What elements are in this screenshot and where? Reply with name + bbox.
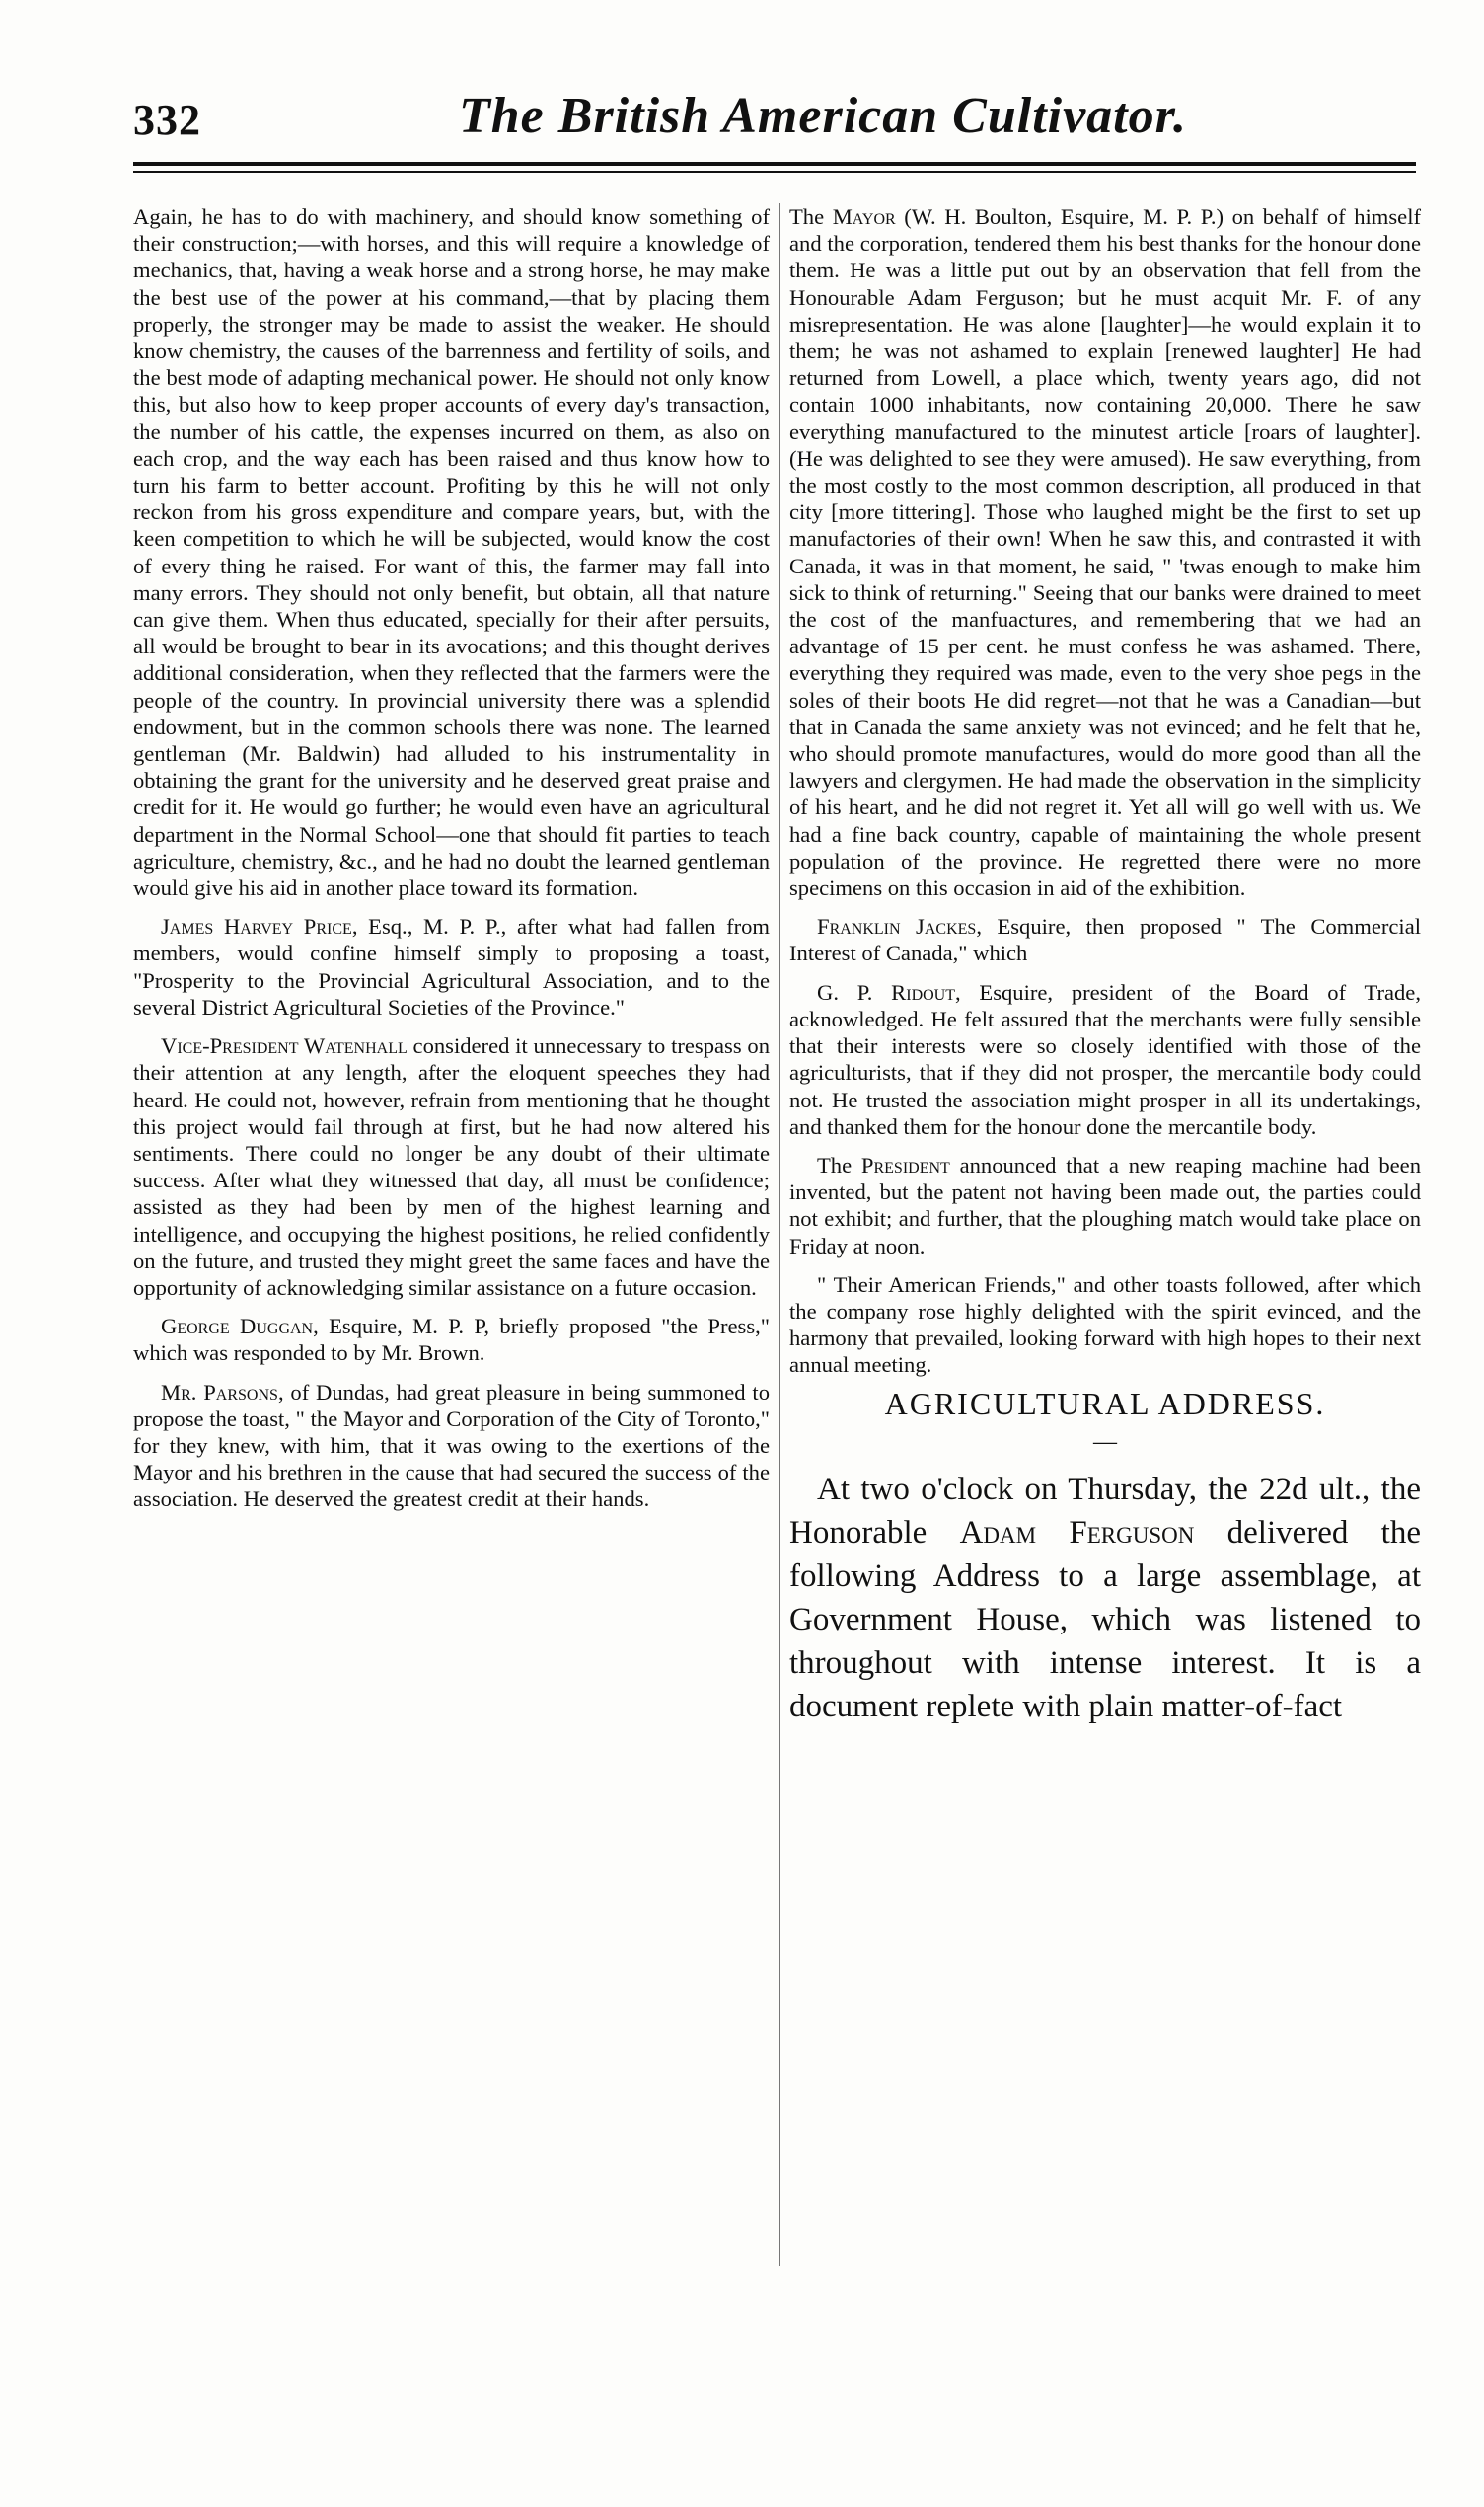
section-dash: — bbox=[1093, 1428, 1117, 1455]
speaker-name: Vice-President Watenhall bbox=[161, 1033, 408, 1059]
section-heading: AGRICULTURAL ADDRESS. bbox=[884, 1385, 1326, 1421]
paragraph-text: , Esq., M. P. P., after what had fallen from members, would confine himself simply to proposing a toast, "Prosperity to the Provincial Agricultural Association, and to the several District Agricultural Societies of the Province." bbox=[133, 914, 771, 1020]
paragraph-prefix: The bbox=[817, 1152, 861, 1178]
speaker-name: James Harvey Price bbox=[161, 914, 352, 940]
right-column bbox=[789, 203, 1421, 1740]
paragraph-text: (W. H. Boulton, Esquire, M. P. P.) on behalf of himself and the corporation, tendered them his best thanks for the honour done them. He was a little put out by an observation that fell from the Honourable Adam Ferguson; but he must acquit Mr. F. of any misrepresentation. He was alone [laughter]—he would explain it to them; he was not ashamed to explain [renewed laughter] He had returned from Lowell, a place which, twenty years ago, did not contain 1000 inhabitants, now containing 20,000. There he saw everything manufactured to the minutest article [roars of laughter]. (He was delighted to see they were amused). He saw everything, from the most costly to the most common description, all produced in that city [more tittering]. Those who laughed might be the first to set up manufactories of their own! When he saw this, and contrasted it with Canada, it was in that moment, he said, " 'twas enough to make him sick to think of returning." Seeing that our banks were drained to meet the cost of the manfuactures, and remembering that we had an advantage of 15 per cent. he must confess he was ashamed. There, everything they required was made, even to the very shoe pegs in the soles of their boots He did regret—not that he was a Canadian—but that in Canada the same anxiety was not evinced; and he felt that he, who should promote manufactures, would do more good than all the lawyers and clergymen. He had made the observation in the simplicity of his heart, and he did not regret it. Yet all will go well with us. We had a fine back country, capable of maintaining the whole present population of the province. He regretted there were no more specimens on this occasion in aid of the exhibition. bbox=[789, 204, 1421, 901]
paragraph-price bbox=[133, 913, 770, 1021]
speaker-name: Mayor bbox=[832, 204, 896, 229]
paragraph-prefix: At two o'clock on Thursday, the 22d ult., the Honorable bbox=[789, 1471, 1421, 1551]
paragraph-parsons bbox=[133, 1379, 770, 1513]
paragraph-machinery: Again, he has to do with machinery, and should know something of their construction;—with horses, and this will require a knowledge of mechanics, that, having a weak horse and a strong horse, he may make the best use of the power at his command,—that by placing them properly, the stronger may be made to assist the weaker. He should know chemistry, the causes of the barrenness and fertility of soils, and the best mode of adapting mechanical power. He should not only know this, but also how to keep proper accounts of every day's transaction, the number of his cattle, the expenses incurred on them, as also on each crop, and the way each has been raised and thus know how to turn his farm to better account. Profiting by this he will not only reckon from his gross expenditure and compare years, but, with the keen competition to which he will be subjected, would know the cost of every thing he raised. For want of this, the farmer may fall into many errors. They should not only benefit, but obtain, all that nature can give them. When thus educated, specially for their after persuits, all would be brought to bear in its avocations; and this thought derives additional consideration, when they reflected that the farmers were the people of the country. In provincial university there was a splendid endowment, but in the common schools there was none. The learned gentleman (Mr. Baldwin) had alluded to his instrumentality in obtaining the grant for the university and he deserved great praise and credit for it. He would go further; he would even have an agricultural department in the Normal School—one that should fit parties to teach agriculture, chemistry, &c., and he had no doubt the learned gentleman would give his aid in another place toward its formation. bbox=[133, 204, 770, 901]
speaker-name: G. P. Ridout bbox=[817, 979, 956, 1005]
left-column bbox=[133, 203, 770, 1525]
paragraph-text: delivered the following Address to a large assemblage, at Government House, which was listened to throughout with intense interest. It is a document replete with plain matter-of-fact bbox=[789, 1514, 1421, 1724]
column-divider bbox=[779, 203, 780, 2266]
paragraph-prefix: The bbox=[789, 204, 833, 229]
paragraph-toasts: " Their American Friends," and other toasts followed, after which the company rose highly delighted with the spirit evinced, and the harmony that prevailed, looking forward with high hopes to their next annual meeting. bbox=[789, 1271, 1421, 1378]
speaker-name: President bbox=[860, 1152, 950, 1178]
journal-title: The British American Cultivator. bbox=[459, 88, 1187, 144]
paragraph-ridout bbox=[789, 979, 1421, 1140]
paragraph-text: considered it unnecessary to trespass on their attention at any length, after the eloquent speeches they had heard. He could not, however, refrain from mentioning that he thought this project would fail through at first, but he had now altered his sentiments. There could no longer be any doubt of their ultimate success. After what they witnessed that day, all must be confidence; assisted as they had been by men of the highest learning and intelligence, and occupying the highest positions, he relied confidently on the future, and trusted they might greet the same faces and have the opportunity of acknowledging similar assistance on a future occasion. bbox=[133, 1033, 770, 1300]
paragraph-duggan bbox=[133, 1313, 770, 1366]
header-rule-thin bbox=[133, 171, 1416, 173]
header-rule-thick bbox=[133, 162, 1416, 166]
paragraph-text: , Esquire, president of the Board of Trade, acknowledged. He felt assured that the merchants were fully sensible that their interests were so closely identified with those of the agriculturists, that if they did not prosper, the mercantile body could not. He trusted the association might prosper in all its undertakings, and thanked them for the honour done the mercantile body. bbox=[789, 979, 1421, 1139]
address-intro bbox=[789, 1468, 1421, 1728]
speaker-name: Franklin Jackes bbox=[817, 914, 977, 940]
paragraph-president bbox=[789, 1152, 1421, 1259]
paragraph-text: announced that a new reaping machine had been invented, but the patent not having been made out, the parties could not exhibit; and further, that the ploughing match would take place on Friday at noon. bbox=[789, 1152, 1421, 1258]
page-number: 332 bbox=[133, 96, 201, 144]
paragraph-mayor bbox=[789, 203, 1421, 901]
paragraph-text: , Esquire, then proposed " The Commercial Interest of Canada," which bbox=[789, 914, 1421, 966]
speaker-name: George Duggan bbox=[161, 1314, 314, 1339]
paragraph-watenhall bbox=[133, 1032, 770, 1301]
page-header bbox=[133, 87, 1416, 156]
paragraph-jackes bbox=[789, 913, 1421, 966]
speaker-name: Mr. Parsons bbox=[161, 1379, 278, 1405]
paragraph-text: , of Dundas, had great pleasure in being summoned to propose the toast, " the Mayor and Corporation of the City of Toronto," for they knew, with him, that it was owing to the exertions of the Mayor and his brethren in the cause that had secured the success of the association. He deserved the greatest credit at their hands. bbox=[133, 1379, 771, 1512]
speaker-name: Adam Ferguson bbox=[959, 1514, 1195, 1551]
paragraph-text: , Esquire, M. P. P, briefly proposed "the Press," which was responded to by Mr. Brown. bbox=[133, 1314, 770, 1366]
